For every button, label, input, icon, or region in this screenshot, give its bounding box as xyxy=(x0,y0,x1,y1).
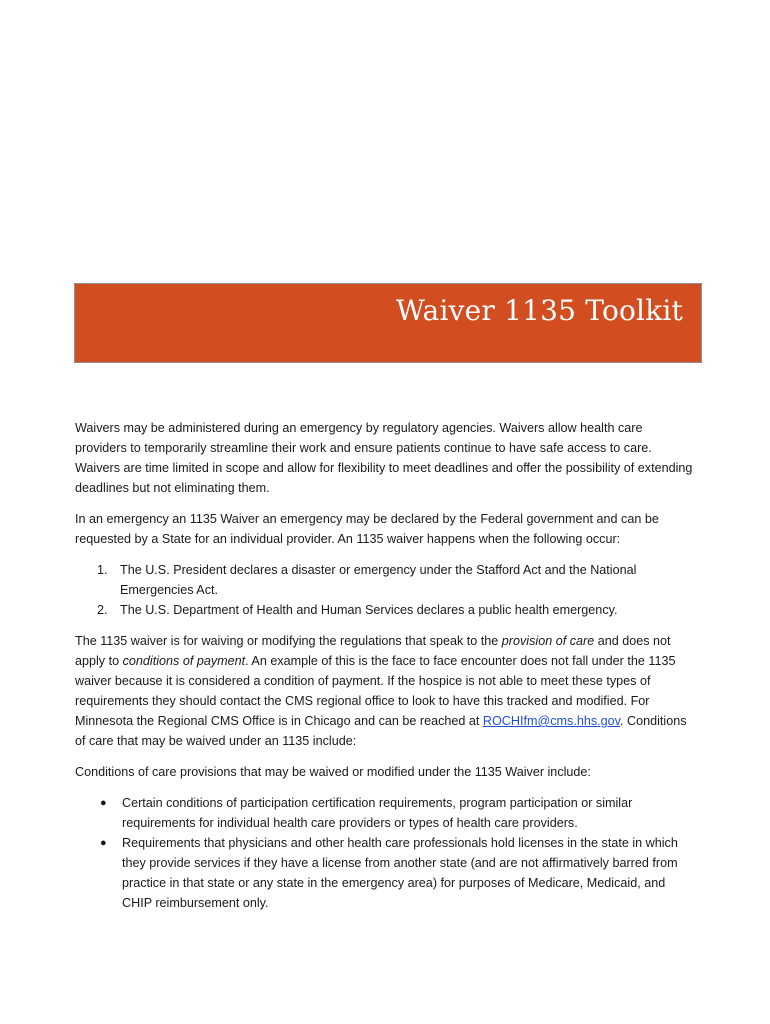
emergency-paragraph: In an emergency an 1135 Waiver an emergency may be declared by the Federal government and can be requested by a State for an individual provider. An 1135 waiver happens when the following occur: xyxy=(75,512,659,546)
list-item-text: The U.S. President declares a disaster or emergency under the Stafford Act and the National Emergencies Act. xyxy=(120,563,637,597)
list-item xyxy=(75,793,695,833)
provision-of-care-emphasis: provision of care xyxy=(501,634,595,648)
waiver-text-part: . An example of this is the face to face encounter does not fall under the 1135 waiver because it is considered a condition of payment. If the hospice is not able to meet these types of requirements they should contact the CMS regional office to look to have this tracked and modified. For Minnesota the Regional CMS Office is in Chicago and can be reached at xyxy=(75,654,676,728)
conditions-list xyxy=(75,560,695,620)
list-item-text: Requirements that physicians and other health care professionals hold licenses in the state in which they provide services if they have a license from another state (and are not affirmatively barred from practice in that state or any state in the emergency area) for purposes of Medicare, Medicaid, and CHIP reimbursement only. xyxy=(122,836,678,910)
document-title: Waiver 1135 Toolkit xyxy=(396,294,683,327)
cms-email-link[interactable]: ROCHIfm@cms.hhs.gov xyxy=(482,714,621,728)
waiver-text-part: and does not apply to xyxy=(75,634,671,668)
intro-paragraph: Waivers may be administered during an emergency by regulatory agencies. Waivers allow health care providers to temporarily streamline their work and ensure patients continue to have safe access to care. Waivers are time limited in scope and allow for flexibility to meet deadlines and offer the possibility of extending deadlines but not eliminating them. xyxy=(75,421,693,495)
list-item-text: Certain conditions of participation certification requirements, program participation or similar requirements for individual health care providers or types of health care providers. xyxy=(122,796,633,830)
bullet-icon: ● xyxy=(100,797,107,809)
list-number: 1. xyxy=(97,563,108,577)
title-banner xyxy=(74,283,702,363)
list-number: 2. xyxy=(97,603,108,617)
list-item xyxy=(75,600,695,620)
provisions-list xyxy=(75,793,695,913)
provisions-heading: Conditions of care provisions that may be waived or modified under the 1135 Waiver include: xyxy=(75,765,591,779)
document-body xyxy=(75,418,695,924)
waiver-paragraph xyxy=(75,631,695,751)
list-item-text: The U.S. Department of Health and Human Services declares a public health emergency. xyxy=(120,603,618,617)
bullet-icon: ● xyxy=(100,837,107,849)
waiver-text-part: The 1135 waiver is for waiving or modifying the regulations that speak to the xyxy=(75,634,502,648)
list-item xyxy=(75,833,695,913)
waiver-text-part: . Conditions of care that may be waived under an 1135 include: xyxy=(75,714,687,748)
list-item xyxy=(75,560,695,600)
conditions-of-payment-emphasis: conditions of payment xyxy=(122,654,246,668)
